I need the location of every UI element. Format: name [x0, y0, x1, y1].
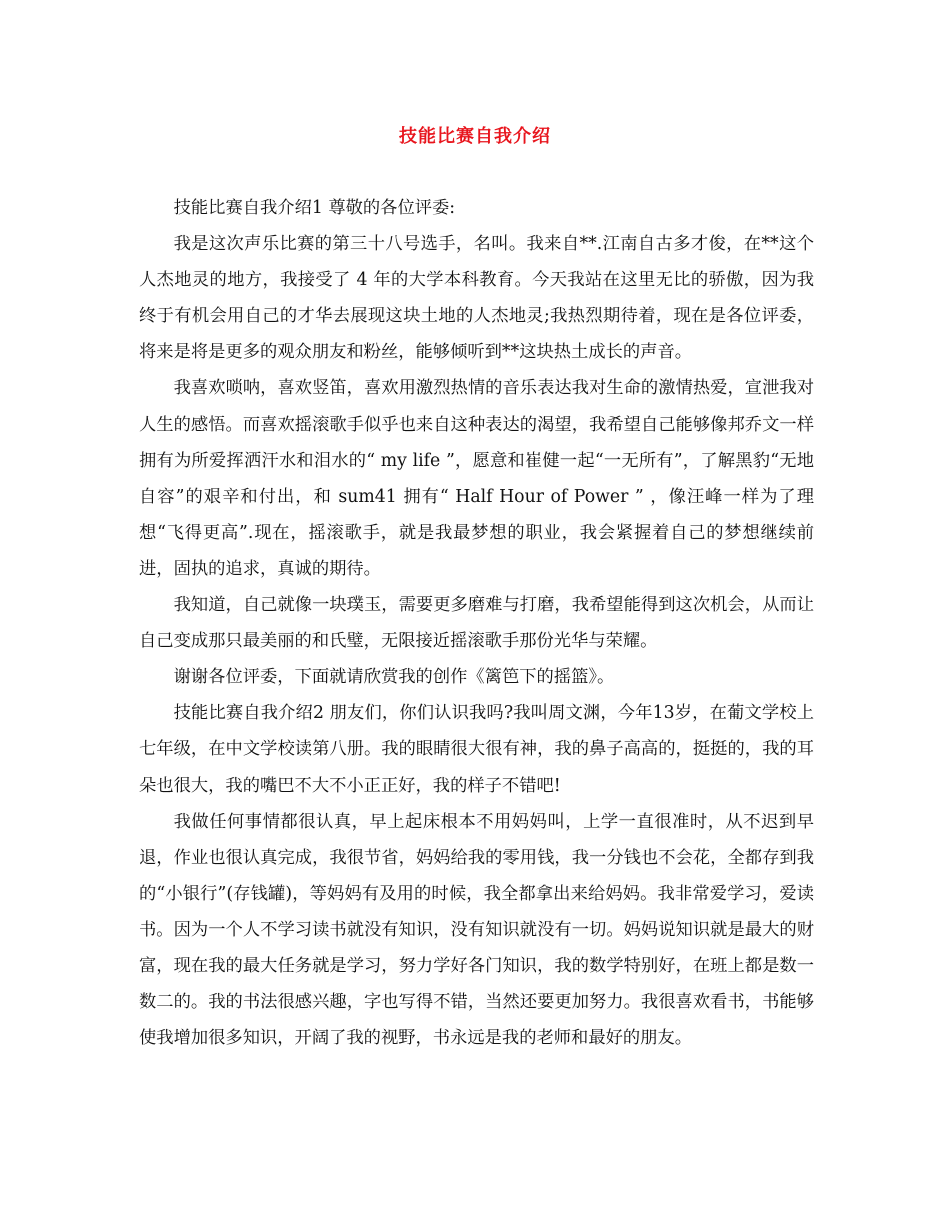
paragraph: 我是这次声乐比赛的第三十八号选手，名叫。我来自**.江南自古多才俊，在**这个人杰地灵的地方，我接受了 4 年的大学本科教育。今天我站在这里无比的骄傲，因为我终于有机会用自己的才华去展现这块土地的人杰地灵;我热烈期待着，现在是各位评委，将来是将是更多的观众朋友和粉丝，能够倾听到**这块热土成长的声音。	[139, 234, 814, 363]
document-title: 技能比赛自我介绍	[399, 126, 551, 147]
paragraph: 技能比赛自我介绍1 尊敬的各位评委:	[173, 198, 456, 218]
document-body	[139, 190, 814, 1056]
paragraph: 我知道，自己就像一块璞玉，需要更多磨难与打磨，我希望能得到这次机会，从而让自己变成那只最美丽的和氏璧，无限接近摇滚歌手那份光华与荣耀。	[139, 595, 814, 652]
paragraph: 谢谢各位评委，下面就请欣赏我的创作《篱笆下的摇篮》。	[173, 667, 615, 688]
paragraph: 我做任何事情都很认真，早上起床根本不用妈妈叫，上学一直很准时，从不迟到早退，作业也很认真完成，我很节省，妈妈给我的零用钱，我一分钱也不会花，全都存到我的“小银行”(存钱罐)，等妈妈有及用的时候，我全都拿出来给妈妈。我非常爱学习，爱读书。因为一个人不学习读书就没有知识，没有知识就没有一切。妈妈说知识就是最大的财富，现在我的最大任务就是学习，努力学好各门知识，我的数学特别好，在班上都是数一数二的。我的书法很感兴趣，字也写得不错，当然还要更加努力。我很喜欢看书，书能够使我增加很多知识，开阔了我的视野，书永远是我的老师和最好的朋友。	[139, 811, 814, 1049]
paragraph: 我喜欢唢呐，喜欢竖笛，喜欢用激烈热情的音乐表达我对生命的激情热爱，宣泄我对人生的感悟。而喜欢摇滚歌手似乎也来自这种表达的渴望，我希望自己能够像邦乔文一样拥有为所爱挥洒汗水和泪水的“ my life ”，愿意和崔健一起“一无所有”，了解黑豹“无地自容”的艰辛和付出，和 sum41 拥有“ Half Hour of Power ” ，像汪峰一样为了理想“飞得更高”.现在，摇滚歌手，就是我最梦想的职业，我会紧握着自己的梦想继续前进，固执的追求，真诚的期待。	[139, 378, 814, 579]
paragraph: 技能比赛自我介绍2 朋友们，你们认识我吗?我叫周文渊，今年13岁，在葡文学校上七年级，在中文学校读第八册。我的眼睛很大很有神，我的鼻子高高的，挺挺的，我的耳朵也很大，我的嘴巴不大不小正正好，我的样子不错吧!	[139, 703, 814, 796]
